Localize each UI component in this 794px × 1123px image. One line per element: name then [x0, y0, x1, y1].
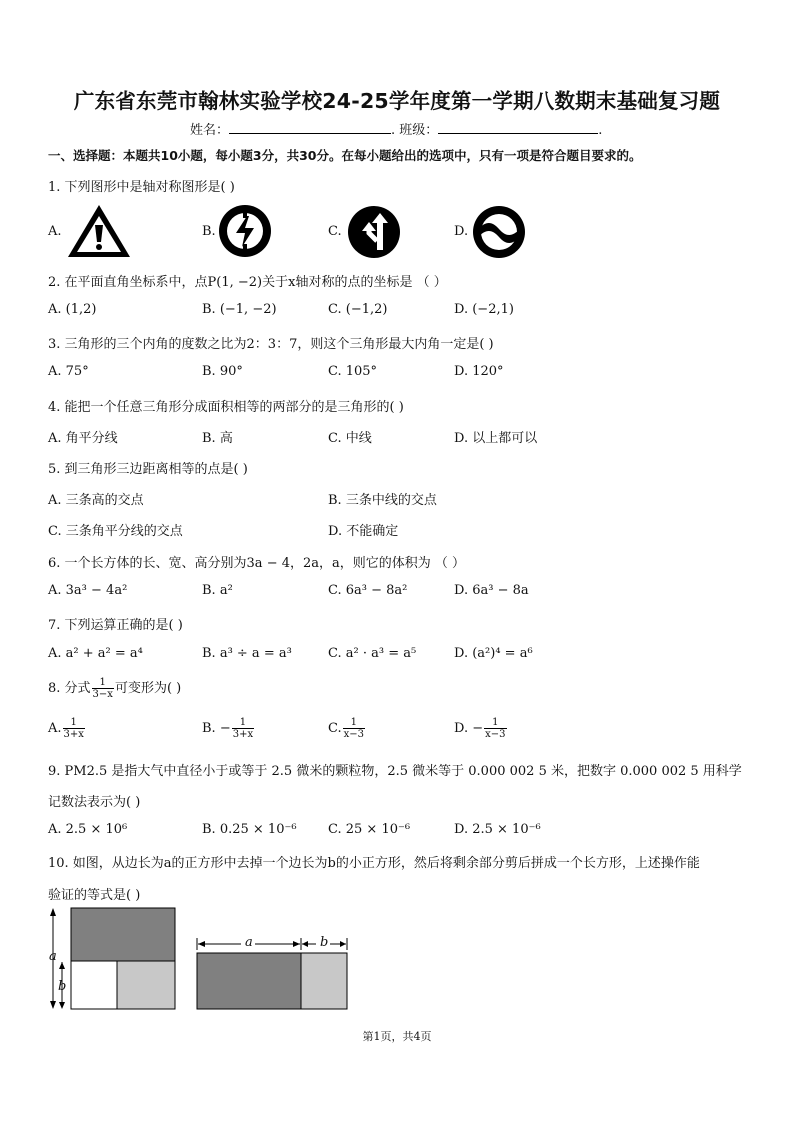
q8-option-c — [328, 717, 366, 740]
q3-option-d: D. 120° — [454, 364, 504, 379]
question-9-stem-line1: 9. PM2.5 是指大气中直径小于或等于 2.5 微米的颗粒物，2.5 微米等于 0.000 002 5 米，把数字 0.000 002 5 用科学 — [48, 764, 742, 779]
name-label: 姓名： — [190, 123, 230, 138]
q4-option-a: A. 角平分线 — [48, 431, 118, 446]
name-class-line — [190, 119, 602, 138]
q8-a-label: A. — [48, 721, 62, 736]
split-arrow-icon — [347, 205, 401, 259]
q8-b-num: 1 — [232, 717, 254, 729]
rect-dark-part — [197, 953, 301, 1009]
question-2-stem: 2. 在平面直角坐标系中，点P(1, −2)关于x轴对称的点的坐标是 （ ） — [48, 275, 447, 290]
end-dot: . — [598, 123, 603, 138]
q8-d-den: x−3 — [485, 729, 506, 740]
q5-option-a: A. 三条高的交点 — [48, 493, 144, 508]
question-10-stem-line2: 验证的等式是( ) — [48, 888, 141, 903]
q8-d-label: D. − — [454, 721, 484, 736]
power-lightning-icon — [218, 204, 272, 258]
q5-option-d: D. 不能确定 — [328, 524, 399, 539]
q6-option-a: A. 3a³ − 4a² — [48, 583, 128, 598]
q8-c-num: 1 — [343, 717, 365, 729]
q8-stem-den: 3−x — [92, 689, 113, 700]
q1-option-d-label: D. — [454, 224, 469, 239]
q2-option-b: B. (−1, −2) — [202, 302, 277, 317]
q5-option-c: C. 三条角平分线的交点 — [48, 524, 183, 539]
q3-option-c: C. 105° — [328, 364, 378, 379]
q1-option-a-label: A. — [48, 224, 62, 239]
class-field[interactable] — [438, 121, 598, 134]
q8-c-den: x−3 — [343, 729, 365, 740]
q8-a-fraction — [63, 717, 85, 740]
q6-option-b: B. a² — [202, 583, 233, 598]
q7-option-a: A. a² + a² = a⁴ — [48, 646, 143, 661]
q2-option-c: C. (−1,2) — [328, 302, 388, 317]
q4-option-c: C. 中线 — [328, 431, 372, 446]
q2-option-d: D. (−2,1) — [454, 302, 514, 317]
q8-stem-post: 可变形为( ) — [114, 681, 182, 696]
q8-stem-pre: 8. 分式 — [48, 681, 91, 696]
q7-option-d: D. (a²)⁴ = a⁶ — [454, 646, 533, 661]
q8-b-fraction — [232, 717, 254, 740]
bottom-light-part — [117, 961, 175, 1009]
q8-b-den: 3+x — [232, 729, 254, 740]
q8-option-d — [454, 717, 508, 740]
question-8-stem — [48, 677, 181, 700]
warning-triangle-icon — [66, 203, 132, 259]
rect-light-part — [301, 953, 347, 1009]
q3-option-b: B. 90° — [202, 364, 243, 379]
q2-option-a: A. (1,2) — [48, 302, 97, 317]
q6-option-c: C. 6a³ − 8a² — [328, 583, 408, 598]
q4-option-d: D. 以上都可以 — [454, 431, 538, 446]
q8-stem-num: 1 — [92, 677, 114, 689]
wave-circle-icon — [472, 205, 526, 259]
q6-option-d: D. 6a³ − 8a — [454, 583, 529, 598]
class-label: . 班级： — [391, 123, 439, 138]
q1-option-c-label: C. — [328, 224, 342, 239]
q7-option-b: B. a³ ÷ a = a³ — [202, 646, 292, 661]
figure-label-b-top: b — [320, 935, 329, 950]
q8-d-fraction — [484, 717, 506, 740]
q3-option-a: A. 75° — [48, 364, 89, 379]
figure-label-a-top: a — [245, 935, 253, 950]
q8-a-num: 1 — [63, 717, 85, 729]
q1-option-b-label: B. — [202, 224, 216, 239]
q7-option-c: C. a² · a³ = a⁵ — [328, 646, 417, 661]
q8-a-den: 3+x — [63, 729, 84, 740]
q9-option-a: A. 2.5 × 10⁶ — [48, 822, 128, 837]
q8-c-fraction — [343, 717, 365, 740]
question-3-stem: 3. 三角形的三个内角的度数之比为2：3：7，则这个三角形最大内角一定是( ) — [48, 337, 494, 352]
question-6-stem: 6. 一个长方体的长、宽、高分别为3a − 4，2a，a，则它的体积为 （ ） — [48, 556, 466, 571]
question-1-stem: 1. 下列图形中是轴对称图形是( ) — [48, 180, 235, 195]
section-heading: 一、选择题：本题共10小题，每小题3分，共30分。在每小题给出的选项中，只有一项是符合题目要求的。 — [48, 148, 642, 163]
q8-stem-fraction — [92, 677, 114, 700]
top-dark-part — [71, 908, 175, 961]
page-title: 广东省东莞市翰林实验学校24-25学年度第一学期八数期末基础复习题 — [73, 89, 721, 113]
square-rectangle-figure — [40, 900, 360, 1015]
question-5-stem: 5. 到三角形三边距离相等的点是( ) — [48, 462, 248, 477]
question-7-stem: 7. 下列运算正确的是( ) — [48, 618, 183, 633]
q5-option-b: B. 三条中线的交点 — [328, 493, 437, 508]
q9-option-d: D. 2.5 × 10⁻⁶ — [454, 822, 541, 837]
q8-option-b — [202, 717, 255, 740]
q9-option-c: C. 25 × 10⁻⁶ — [328, 822, 411, 837]
q4-option-b: B. 高 — [202, 431, 233, 446]
q8-d-num: 1 — [484, 717, 506, 729]
name-field[interactable] — [229, 121, 391, 134]
q8-c-label: C. — [328, 721, 342, 736]
question-9-stem-line2: 记数法表示为( ) — [48, 795, 141, 810]
question-4-stem: 4. 能把一个任意三角形分成面积相等的两部分的是三角形的( ) — [48, 400, 404, 415]
q8-option-a — [48, 717, 86, 740]
figure-label-b-left: b — [58, 979, 67, 994]
q9-option-b: B. 0.25 × 10⁻⁶ — [202, 822, 297, 837]
q8-b-label: B. − — [202, 721, 231, 736]
page-footer: 第1页，共4页 — [362, 1030, 432, 1043]
figure-label-a-left: a — [49, 949, 57, 964]
question-10-stem-line1: 10. 如图，从边长为a的正方形中去掉一个边长为b的小正方形，然后将剩余部分剪后拼成一个长方形，上述操作能 — [48, 856, 700, 871]
